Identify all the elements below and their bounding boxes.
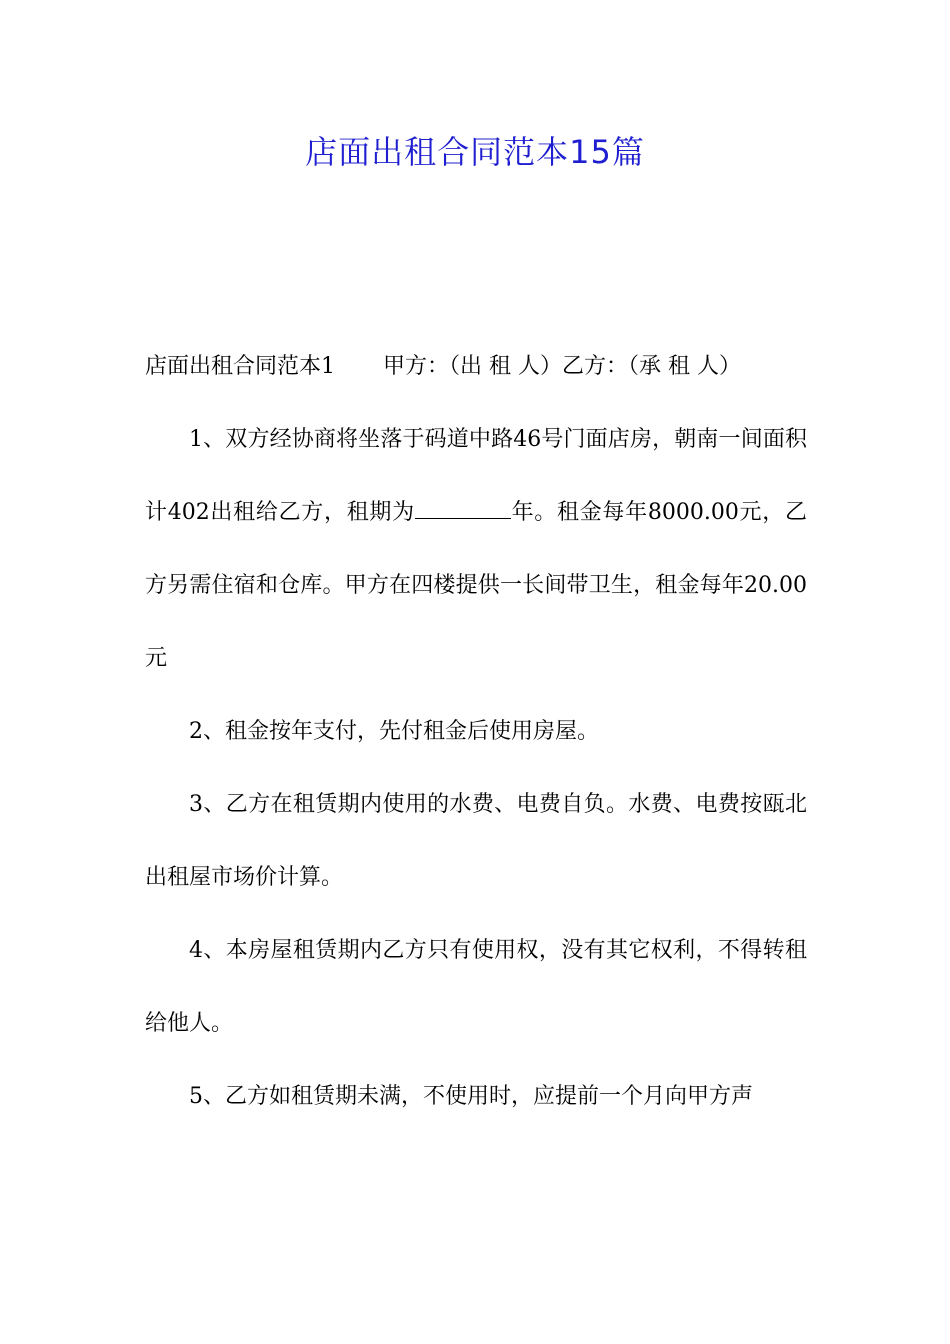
clause-4: 4、本房屋租赁期内乙方只有使用权，没有其它权利，不得转租给他人。 — [145, 938, 807, 1036]
clause-5: 5、乙方如租赁期未满，不使用时，应提前一个月向甲方声 — [189, 1084, 753, 1109]
document-title: 店面出租合同范本15篇 — [305, 133, 645, 171]
clause-3: 3、乙方在租赁期内使用的水费、电费自负。水费、电费按瓯北出租屋市场价计算。 — [145, 792, 807, 890]
clause-1-text-after: 年。租金每年8000.00元，乙方另需住宿和仓库。甲方在四楼提供一长间带卫生，租金每年20.00元 — [145, 500, 807, 671]
clause-1 — [145, 403, 807, 695]
document-body — [145, 330, 807, 1133]
contract-heading: 店面出租合同范本1 — [145, 354, 335, 379]
parties-text: 甲方：（出 租 人）乙方：（承 租 人） — [383, 354, 741, 379]
clause-2: 2、租金按年支付，先付租金后使用房屋。 — [189, 719, 599, 744]
blank-line — [415, 498, 511, 519]
clause-1-text-before: 1、双方经协商将坐落于码道中路46号门面店房，朝南一间面积计402出租给乙方，租期为 — [145, 427, 807, 525]
intro-paragraph — [145, 330, 807, 403]
